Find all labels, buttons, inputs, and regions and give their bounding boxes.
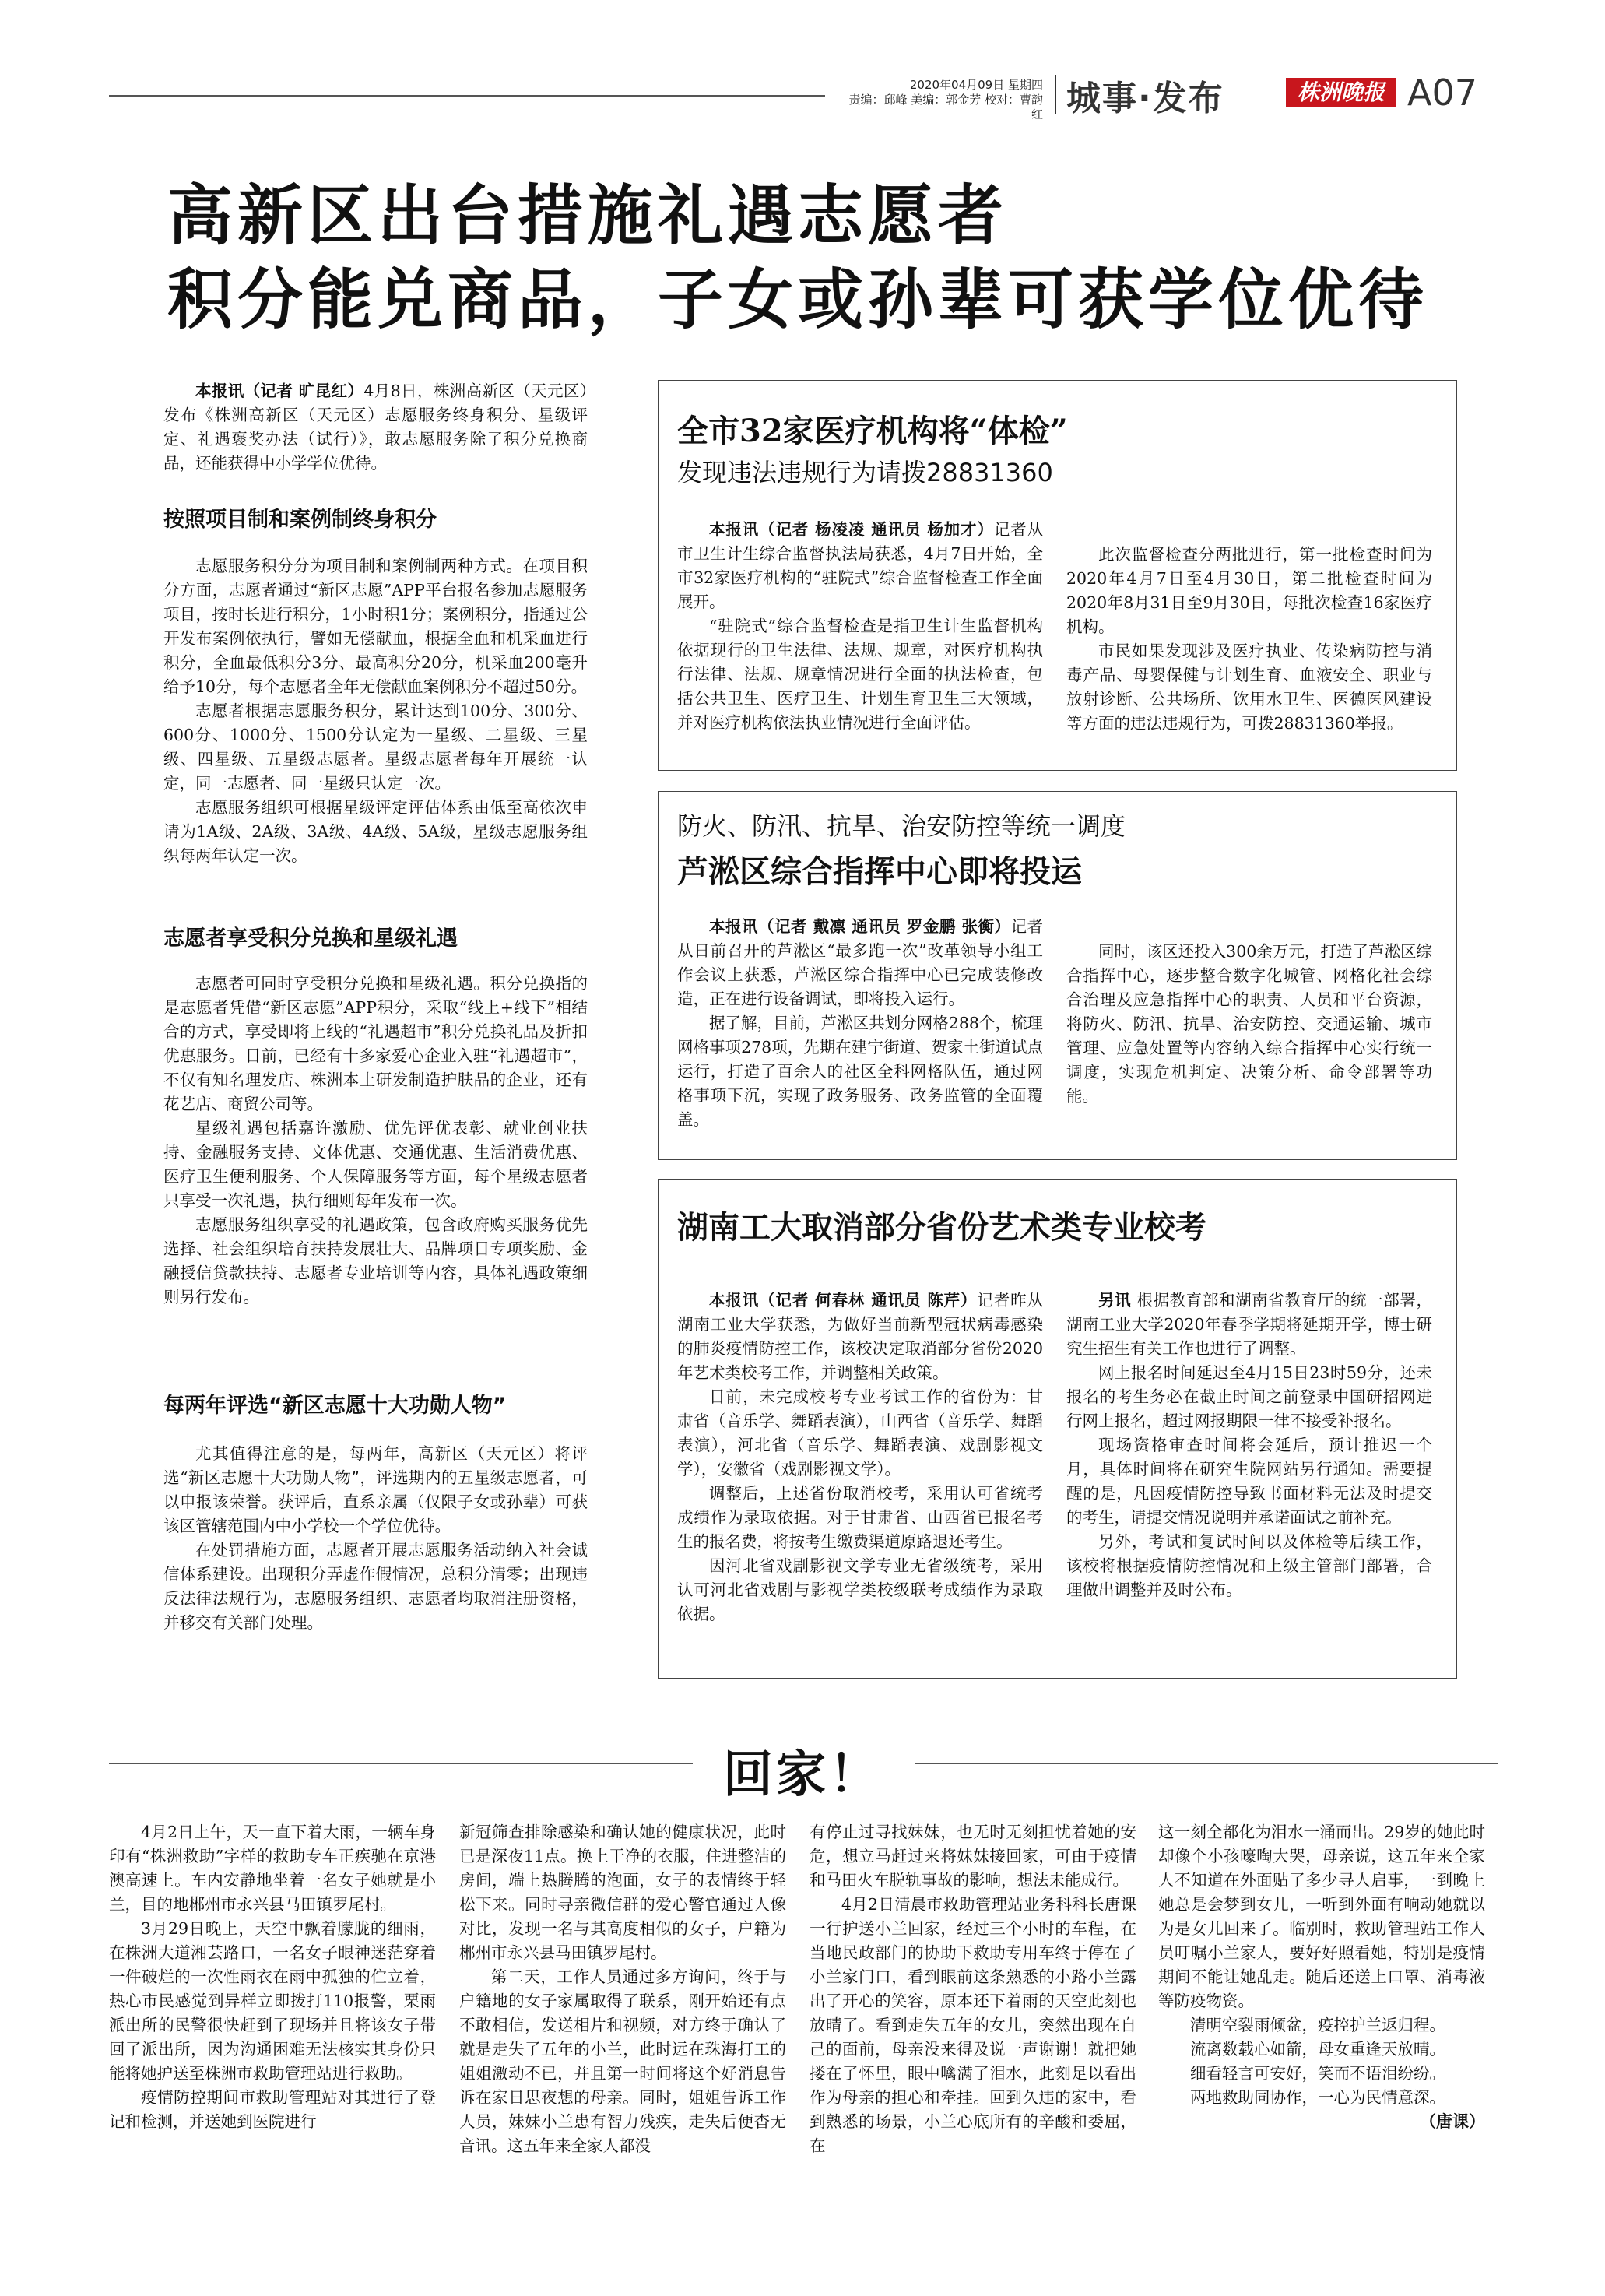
hut-title: 湖南工大取消部分省份艺术类专业校考 bbox=[677, 1209, 1206, 1246]
paragraph: 另外，考试和复试时间以及体检等后续工作，该校将根据疫情防控情况和上级主管部门部署，合理做出调整并及时公布。 bbox=[1066, 1532, 1432, 1599]
paragraph: “驻院式”综合监督检查是指卫生计生监督机构依据现行的卫生法律、法规、规章，对医疗机构执行法律、法规、规章情况进行全面的执法检查，包括公共卫生、医疗卫生、计划生育卫生三大领域，并对医疗机构依法执业情况进行全面评估。 bbox=[677, 617, 1043, 732]
paragraph: 有停止过寻找妹妹，也无时无刻担忧着她的安危，想立马赶过来将妹妹接回家，可由于疫情和马田火车脱轨事故的影响，想法未能成行。 bbox=[810, 1823, 1136, 1890]
hut-byline: 本报讯（记者 何春林 通讯员 陈芹） bbox=[709, 1291, 978, 1310]
lusong-byline: 本报讯（记者 戴凛 通讯员 罗金鹏 张衡） bbox=[709, 917, 1011, 936]
paragraph: 4月2日上午，天一直下着大雨，一辆车身印有“株洲救助”字样的救助专车正疾驰在京港澳高速上。车内安静地坐着一名女子她就是小兰，目的地郴州市永兴县马田镇罗尾村。 bbox=[109, 1823, 436, 1914]
paragraph: 3月29日晚上，天空中飘着朦胧的细雨，在株洲大道湘芸路口，一名女子眼神迷茫穿着一件破烂的一次性雨衣在雨中孤独的伫立着，热心市民感觉到异样立即拨打110报警，栗雨派出所的民警很快赶到了现场并且将该女子带回了派出所，因为沟通困难无法核实其身份只能将她护送至株洲市救助管理站进行救助。 bbox=[109, 1919, 436, 2083]
paragraph: 在处罚措施方面，志愿者开展志愿服务活动纳入社会诚信体系建设。出现积分弄虚作假情况，总积分清零；出现违反法律法规行为，志愿服务组织、志愿者均取消注册资格，并移交有关部门处理。 bbox=[163, 1541, 588, 1632]
huijia-signature: （唐课） bbox=[1420, 2112, 1485, 2131]
paragraph: 尤其值得注意的是，每两年，高新区（天元区）将评选“新区志愿十大功勋人物”，评选期内的五星级志愿者，可以申报该荣誉。获评后，直系亲属（仅限子女或孙辈）可获该区管辖范围内中小学校一个学位优待。 bbox=[163, 1444, 588, 1535]
poem-line: 两地救助同协作，一心为民情意深。 bbox=[1190, 2088, 1445, 2107]
hut-aside-lead: 另讯 bbox=[1098, 1291, 1132, 1310]
huijia-col-2 bbox=[459, 1820, 786, 2158]
header-meta bbox=[848, 78, 1043, 122]
medical-subtitle: 发现违法违规行为请拨28831360 bbox=[677, 458, 1053, 487]
lead-section-2 bbox=[163, 972, 588, 1310]
newspaper-logo: 株洲晚报 bbox=[1286, 78, 1396, 107]
lead-title-line2: 积分能兑商品，子女或孙辈可获学位优待 bbox=[167, 262, 1429, 338]
paragraph: 这一刻全都化为泪水一涌而出。29岁的她此时却像个小孩嚎啕大哭，母亲说，这五年来全家人不知道在外面贴了多少寻人启事，一到晚上她总是会梦到女儿，一听到外面有响动她就以为是女儿回来了。临别时，救助管理站工作人员叮嘱小兰家人，要好好照看她，特别是疫情期间不能让她乱走。随后还送上口罩、消毒液等防疫物资。 bbox=[1158, 1823, 1485, 2010]
paragraph: 调整后，上述省份取消校考，采用认可省统考成绩作为录取依据。对于甘肃省、山西省已报名考生的报名费，将按考生缴费渠道原路退还考生。 bbox=[677, 1484, 1043, 1551]
lusong-col-1: 本报讯（记者 戴凛 通讯员 罗金鹏 张衡）记者从日前召开的芦淞区“最多跑一次”改革领导小组工作会议上获悉，芦淞区综合指挥中心已完成装修改造，正在进行设备调试，即将投入运行。 据了解，目前，芦淞区共划分网格288个，梳理网格事项278项，先期在建宁街道、贺家土街道试点运行，打造了百余人的社区全科网格队伍，通过网格事项下沉，实现了政务服务、政务监管的全面覆盖。 bbox=[677, 915, 1043, 1132]
paragraph: 新冠筛查排除感染和确认她的健康状况，此时已是深夜11点。换上干净的衣服，住进整洁的房间，端上热腾腾的泡面，女子的表情终于轻松下来。同时寻亲微信群的爱心警官通过人像对比，发现一名与其高度相似的女子，户籍为郴州市永兴县马田镇罗尾村。 bbox=[459, 1823, 786, 1962]
header-rule bbox=[109, 95, 825, 97]
paragraph: 志愿服务组织可根据星级评定评估体系由低至高依次申请为1A级、2A级、3A级、4A级、5A级，星级志愿服务组织每两年认定一次。 bbox=[163, 798, 588, 865]
header-separator bbox=[1055, 75, 1056, 114]
poem-line: 细看轻言可安好，笑而不语泪纷纷。 bbox=[1190, 2064, 1445, 2083]
paragraph: 4月2日清晨市救助管理站业务科科长唐课一行护送小兰回家，经过三个小时的车程，在当地民政部门的协助下救助专用车终于停在了小兰家门口，看到眼前这条熟悉的小路小兰露出了开心的笑容，原本还下着雨的天空此刻也放晴了。看到走失五年的女儿，突然出现在自己的面前，母亲没来得及说一声谢谢！就把她搂在了怀里，眼中噙满了泪水，此刻足以看出作为母亲的担心和牵挂。回到久违的家中，看到熟悉的场景，小兰心底所有的辛酸和委屈，在 bbox=[810, 1895, 1136, 2155]
paragraph: 志愿服务组织享受的礼遇政策，包含政府购买服务优先选择、社会组织培育扶持发展壮大、品牌项目专项奖励、金融授信贷款扶持、志愿者专业培训等内容，具体礼遇政策细则另行发布。 bbox=[163, 1215, 588, 1306]
hut-col-2: 另讯 根据教育部和湖南省教育厅的统一部署，湖南工业大学2020年春季学期将延期开学，博士研究生招生有关工作也进行了调整。 网上报名时间延迟至4月15日23时59分，还未报名的考生务必在截止时间之前登录中国研招网进行网上报名，超过网报期限一律不接受补报名。 现场资格审查时间将会延后，预计推迟一个月，具体时间将在研究生院网站另行通知。需要提醒的是，凡因疫情防控导致书面材料无法及时提交的考生，请提交情况说明并承诺面试之前补充。 另外，考试和复试时间以及体检等后续工作，该校将根据疫情防控情况和上级主管部门部署，合理做出调整并及时公布。 bbox=[1066, 1289, 1432, 1602]
paragraph: 此次监督检查分两批进行，第一批检查时间为2020年4月7日至4月30日，第二批检查时间为2020年8月31日至9月30日，每批次检查16家医疗机构。 bbox=[1066, 545, 1432, 636]
paragraph: 疫情防控期间市救助管理站对其进行了登记和检测，并送她到医院进行 bbox=[109, 2088, 436, 2131]
lead-section-3 bbox=[163, 1442, 588, 1635]
poem-line: 流离数载心如箭，母女重逢天放晴。 bbox=[1190, 2040, 1445, 2059]
paragraph: 因河北省戏剧影视文学专业无省级统考，采用认可河北省戏剧与影视学类校级联考成绩作为录取依据。 bbox=[677, 1556, 1043, 1623]
lead-subhead-2: 志愿者享受积分兑换和星级礼遇 bbox=[163, 926, 458, 951]
lead-subhead-3: 每两年评选“新区志愿十大功勋人物” bbox=[163, 1394, 507, 1418]
section-title: 城事·发布 bbox=[1066, 79, 1224, 118]
paragraph: 市民如果发现涉及医疗执业、传染病防控与消毒产品、母婴保健与计划生育、血液安全、职业与放射诊断、公共场所、饮用水卫生、医德医风建设等方面的违法违规行为，可拨28831360举报。 bbox=[1066, 642, 1432, 733]
lusong-title: 芦淞区综合指挥中心即将投运 bbox=[677, 853, 1082, 890]
huijia-col-4 bbox=[1158, 1820, 1485, 2134]
lead-section-1 bbox=[163, 554, 588, 868]
poem-line: 清明空裂雨倾盆，疫控护兰返归程。 bbox=[1190, 2016, 1445, 2034]
medical-byline: 本报讯（记者 杨凌凌 通讯员 杨加才） bbox=[709, 520, 994, 539]
paragraph: 第二天，工作人员通过多方询问，终于与户籍地的女子家属取得了联系，刚开始还有点不敢相信，发送相片和视频，对方终于确认了就是走失了五年的小兰，此时远在珠海打工的姐姐激动不已，并且第一时间将这个好消息告诉在家日思夜想的母亲。同时，姐姐告诉工作人员，妹妹小兰患有智力残疾，走失后便杳无音讯。这五年来全家人都没 bbox=[459, 1967, 786, 2155]
lusong-col-2 bbox=[1066, 940, 1432, 1109]
paragraph: 志愿服务积分分为项目制和案例制两种方式。在项目积分方面，志愿者通过“新区志愿”APP平台报名参加志愿服务项目，按时长进行积分，1小时积1分；案例积分，指通过公开发布案例依执行，譬如无偿献血，根据全血和机采血进行积分，全血最低积分3分、最高积分20分，机采血200毫升给予10分，每个志愿者全年无偿献血案例积分不超过50分。 bbox=[163, 557, 588, 696]
medical-col-1: 本报讯（记者 杨凌凌 通讯员 杨加才）记者从市卫生计生综合监督执法局获悉，4月7日开始，全市32家医疗机构的“驻院式”综合监督检查工作全面展开。 “驻院式”综合监督检查是指卫生计生监督机构依据现行的卫生法律、法规、规章，对医疗机构执行法律、法规、规章情况进行全面的执法检查，包括公共卫生、医疗卫生、计划生育卫生三大领域，并对医疗机构依法执业情况进行全面评估。 bbox=[677, 518, 1043, 735]
paragraph: 网上报名时间延迟至4月15日23时59分，还未报名的考生务必在截止时间之前登录中国研招网进行网上报名，超过网报期限一律不接受补报名。 bbox=[1066, 1363, 1432, 1430]
lusong-pretitle: 防火、防汛、抗旱、治安防控等统一调度 bbox=[677, 811, 1126, 841]
medical-col-2 bbox=[1066, 543, 1432, 736]
paragraph: 现场资格审查时间将会延后，预计推迟一个月，具体时间将在研究生院网站另行通知。需要提醒的是，凡因疫情防控导致书面材料无法及时提交的考生，请提交情况说明并承诺面试之前补充。 bbox=[1066, 1436, 1432, 1527]
lead-article-intro bbox=[163, 379, 588, 476]
medical-title: 全市32家医疗机构将“体检” bbox=[677, 413, 1068, 449]
paragraph: 星级礼遇包括嘉许激励、优先评优表彰、就业创业扶持、金融服务支持、文体优惠、交通优惠、生活消费优惠、医疗卫生便利服务、个人保障服务等方面，每个星级志愿者只享受一次礼遇，执行细则每年发布一次。 bbox=[163, 1119, 588, 1210]
lead-byline: 本报讯（记者 旷昆红） bbox=[195, 381, 364, 400]
paragraph: 志愿者根据志愿服务积分，累计达到100分、300分、600分、1000分、1500分认定为一星级、二星级、三星级、四星级、五星级志愿者。星级志愿者每年开展统一认定，同一志愿者、同一星级只认定一次。 bbox=[163, 701, 588, 793]
page-number: A07 bbox=[1407, 72, 1478, 114]
lead-subhead-1: 按照项目制和案例制终身积分 bbox=[163, 508, 437, 532]
paragraph: 目前，未完成校考专业考试工作的省份为：甘肃省（音乐学、舞蹈表演），山西省（音乐学、舞蹈表演），河北省（音乐学、舞蹈表演、戏剧影视文学），安徽省（戏剧影视文学）。 bbox=[677, 1387, 1043, 1479]
issue-date: 2020年04月09日 星期四 bbox=[909, 78, 1043, 92]
lead-intro-text: 4月8日，株洲高新区（天元区）发布《株洲高新区（天元区）志愿服务终身积分、星级评定、礼遇褒奖办法（试行）》，敢志愿服务除了积分兑换商品，还能获得中小学学位优待。 bbox=[163, 381, 588, 473]
huijia-title: 回家！ bbox=[723, 1746, 882, 1804]
editor-credits: 责编：邱峰 美编：郭金芳 校对：曹韵红 bbox=[848, 93, 1043, 121]
hut-col-1: 本报讯（记者 何春林 通讯员 陈芹）记者昨从湖南工业大学获悉，为做好当前新型冠状病毒感染的肺炎疫情防控工作，该校决定取消部分省份2020年艺术类校考工作，并调整相关政策。 目前，未完成校考专业考试工作的省份为：甘肃省（音乐学、舞蹈表演），山西省（音乐学、舞蹈表演），河北省（音乐学、舞蹈表演、戏剧影视文学），安徽省（戏剧影视文学）。 调整后，上述省份取消校考，采用认可省统考成绩作为录取依据。对于甘肃省、山西省已报名考生的报名费，将按考生缴费渠道原路退还考生。 因河北省戏剧影视文学专业无省级统考，采用认可河北省戏剧与影视学类校级联考成绩作为录取依据。 bbox=[677, 1289, 1043, 1626]
huijia-col-1 bbox=[109, 1820, 436, 2134]
lead-title-line1: 高新区出台措施礼遇志愿者 bbox=[167, 178, 1009, 254]
paragraph: 志愿者可同时享受积分兑换和星级礼遇。积分兑换指的是志愿者凭借“新区志愿”APP积分，采取“线上+线下”相结合的方式，享受即将上线的“礼遇超市”积分兑换礼品及折扣优惠服务。目前，已经有十多家爱心企业入驻“礼遇超市”，不仅有知名理发店、株洲本土研发制造护肤品的企业，还有花艺店、商贸公司等。 bbox=[163, 974, 588, 1113]
paragraph: 同时，该区还投入300余万元，打造了芦淞区综合指挥中心，逐步整合数字化城管、网格化社会综合治理及应急指挥中心的职责、人员和平台资源，将防火、防汛、抗旱、治安防控、交通运输、城市管理、应急处置等内容纳入综合指挥中心实行统一调度，实现危机判定、决策分析、命令部署等功能。 bbox=[1066, 942, 1432, 1106]
huijia-col-3 bbox=[810, 1820, 1136, 2158]
paragraph: 据了解，目前，芦淞区共划分网格288个，梳理网格事项278项，先期在建宁街道、贺家土街道试点运行，打造了百余人的社区全科网格队伍，通过网格事项下沉，实现了政务服务、政务监管的全面覆盖。 bbox=[677, 1014, 1043, 1129]
